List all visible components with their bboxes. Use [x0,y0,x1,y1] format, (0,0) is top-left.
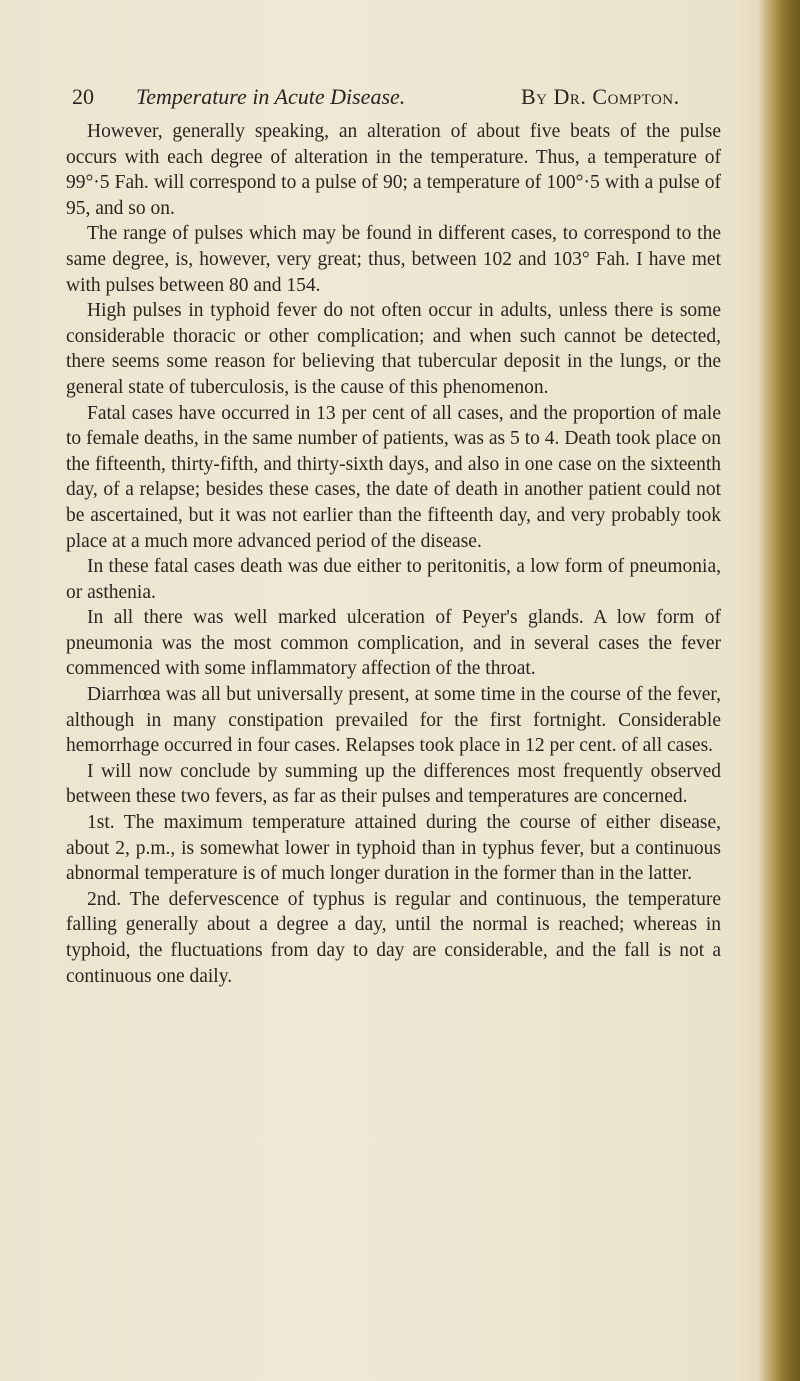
paragraph: The range of pulses which may be found in different cases, to correspond to the same degree, is, however, very great; thus, between 102 and 103° Fah. I have met with pulses between 80 and 154. [66,223,721,296]
running-author: By Dr. Compton. [521,84,680,109]
paragraph: Fatal cases have occurred in 13 per cent of all cases, and the proportion of male to female deaths, in the same number of patients, was as 5 to 4. Death took place on the fifteenth, thirty-fifth, and thirty-sixth days, and also in one case on the sixteenth day, of a relapse; besides these cases, the date of death in another patient could not be ascertained, but it was not earlier than the fifteenth day, and very probably took place at a much more advanced period of the disease. [66,402,721,552]
paragraph: Diarrhœa was all but universally present, at some time in the course of the fever, although in many constipation prevailed for the first fortnight. Considerable hemorrhage occurred in four cases. Relapses took place in 12 per cent. of all cases. [66,684,721,757]
running-header [72,84,722,114]
paragraph: In these fatal cases death was due either to peritonitis, a low form of pneumonia, or asthenia. [66,556,721,603]
paragraph: 2nd. The defervescence of typhus is regular and continuous, the temperature falling generally about a degree a day, until the normal is reached; whereas in typhoid, the fluctuations from day to day are considerable, and the fall is not a continuous one daily. [66,888,721,987]
paragraph: 1st. The maximum temperature attained during the course of either disease, about 2, p.m., is somewhat lower in typhoid than in typhus fever, but a continuous abnormal temperature is of much longer duration in the former than in the latter. [66,812,721,885]
paragraph: However, generally speaking, an alteration of about five beats of the pulse occurs with each degree of alteration in the temperature. Thus, a temperature of 99°·5 Fah. will correspond to a pulse of 90; a temperature of 100°·5 with a pulse of 95, and so on. [66,121,721,219]
paragraph: I will now conclude by summing up the differences most frequently observed between these two fevers, as far as their pulses and temperatures are concerned. [66,760,721,808]
paragraph: High pulses in typhoid fever do not often occur in adults, unless there is some considerable thoracic or other complication; and when such cannot be detected, there seems some reason for believing that tubercular deposit in the lungs, or the general state of tuberculosis, is the cause of this phenomenon. [66,300,721,398]
page-number: 20 [72,84,94,109]
paragraph: In all there was well marked ulceration of Peyer's glands. A low form of pneumonia was the most common complication, and in several cases the fever commenced with some inflammatory affection of the throat. [66,607,721,680]
page-edge-binding [758,0,800,1381]
running-title: Temperature in Acute Disease. [136,84,406,109]
body-text [66,119,721,989]
